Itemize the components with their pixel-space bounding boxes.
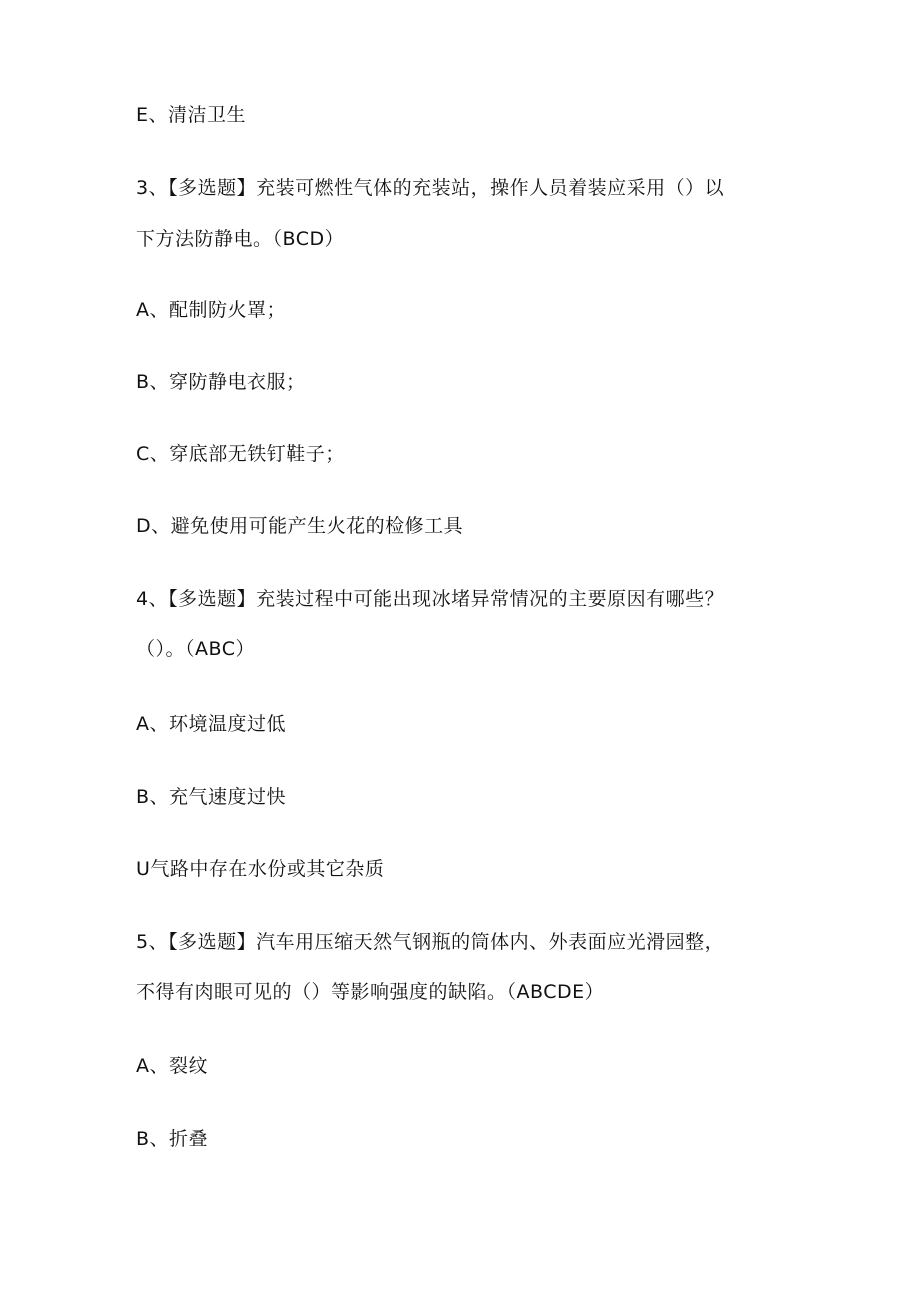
question-3-option-b: B、穿防静电衣服； (136, 371, 306, 393)
question-3-option-a: A、配制防火罩； (136, 299, 286, 321)
question-5-option-a: A、裂纹 (136, 1055, 208, 1077)
question-5-option-b: B、折叠 (136, 1128, 209, 1150)
question-4-text-continued: （）。（ABC） (136, 638, 255, 660)
question-4-option-a: A、环境温度过低 (136, 713, 286, 735)
question-4-option-c: U气路中存在水份或其它杂质 (136, 858, 385, 880)
question-4-text: 4、【多选题】充装过程中可能出现冰堵异常情况的主要原因有哪些？ (136, 588, 725, 610)
question-5-text: 5、【多选题】汽车用压缩天然气钢瓶的筒体内、外表面应光滑园整， (136, 931, 725, 953)
question-5-text-continued: 不得有肉眼可见的（）等影响强度的缺陷。（ABCDE） (136, 981, 605, 1003)
question-3-text-continued: 下方法防静电。（BCD） (136, 228, 345, 250)
question-3-option-d: D、避免使用可能产生火花的检修工具 (136, 515, 464, 537)
question-3-text: 3、【多选题】充装可燃性气体的充装站，操作人员着装应采用（）以 (136, 177, 725, 199)
question-3-option-c: C、穿底部无铁钉鞋子； (136, 443, 345, 465)
question-4-option-b: B、充气速度过快 (136, 786, 287, 808)
option-e-cleaning: E、清洁卫生 (136, 104, 247, 126)
